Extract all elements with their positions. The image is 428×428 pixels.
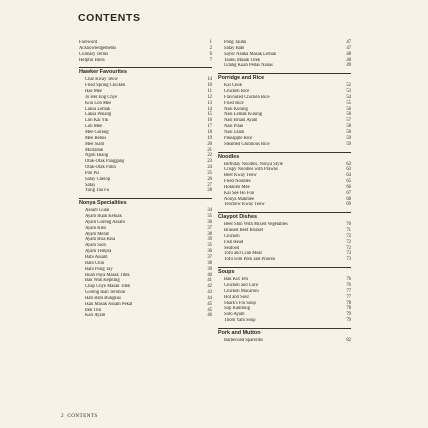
toc-entry-page: 54 xyxy=(346,94,351,100)
toc-entry-page: 79 xyxy=(346,312,351,318)
toc-entry-title: Braised Beef Brisket xyxy=(224,228,264,234)
toc-entry-page: 42 xyxy=(207,284,212,290)
toc-entry xyxy=(218,142,351,148)
toc-entry-title: Chap Chye Masak Titek xyxy=(85,284,131,290)
toc-entry-title: Mee Rebus xyxy=(85,135,107,141)
toc-entry-title: Soto Ayam xyxy=(224,312,245,318)
toc-entry-page: 7 xyxy=(209,57,212,63)
toc-entry-page: 11 xyxy=(207,89,212,95)
toc-entry-page: 78 xyxy=(346,306,351,312)
section-heading: Claypot Dishes xyxy=(218,214,257,221)
toc-entry-title: Goreng Ikan Terubok xyxy=(85,290,126,296)
toc-entry-title: Hot and Sour xyxy=(224,294,249,300)
toc-entry-page: 38 xyxy=(207,260,212,266)
toc-entry-title: Babi Chin xyxy=(85,260,105,266)
toc-entry-title: Beef Kway Teow xyxy=(224,173,257,179)
toc-entry-title: Thom Yam Soup xyxy=(224,318,256,324)
toc-entry xyxy=(218,202,351,208)
toc-entry-title: Nasi Kuning xyxy=(224,106,248,112)
toc-entry-page: 56 xyxy=(346,106,351,112)
footer-page-number: 2 xyxy=(61,413,64,419)
toc-entry-title: Sayor Nanka Masak Lemak xyxy=(224,51,277,57)
toc-entry-title: Sop Kambing xyxy=(224,306,250,312)
section-divider xyxy=(79,198,212,199)
toc-entry-page: 41 xyxy=(207,278,212,284)
toc-entry xyxy=(79,313,212,319)
toc-entry-title: Babi Assam xyxy=(85,255,108,260)
toc-entry-page: 68 xyxy=(346,196,351,202)
section-divider xyxy=(218,73,351,74)
toc-entry-page: 64 xyxy=(346,173,351,179)
toc-entry-title: Yong Tau Fu xyxy=(85,188,110,194)
toc-entry-title: Tauhu Masak Titek xyxy=(224,57,261,63)
toc-entry-title: Satay Chelop xyxy=(85,176,111,182)
toc-entry-page: 76 xyxy=(346,277,351,283)
toc-entry-title: Chicken and Corn xyxy=(224,283,259,288)
toc-entry-page: 44 xyxy=(207,295,212,301)
section-heading: Nonya Specialities xyxy=(79,200,127,207)
toc-entry-title: Birthday Noodles, Nonya Style xyxy=(224,161,283,167)
section-divider xyxy=(79,67,212,68)
footer-label: CONTENTS xyxy=(67,413,98,419)
toc-entry-page: 49 xyxy=(346,63,351,69)
toc-entry-title: Satay Babi xyxy=(224,45,245,51)
toc-entry-title: Udang Kuah Pedas Nanas xyxy=(224,63,273,69)
toc-entry-page: 70 xyxy=(346,222,351,228)
toc-left-column xyxy=(79,40,212,319)
toc-entry-title: Ayam Risa Risa xyxy=(85,237,116,243)
toc-entry-page: 59 xyxy=(346,141,351,147)
toc-entry-page: 76 xyxy=(346,283,351,288)
toc-entry-title: Hokkien Mee xyxy=(224,184,250,190)
toc-entry-page: 15 xyxy=(207,112,212,118)
toc-entry-page: 82 xyxy=(346,337,351,343)
toc-entry-title: Fried Spring Chicken xyxy=(85,83,126,89)
toc-entry-page: 6 xyxy=(209,51,212,57)
toc-entry-title: Bak Wan Kepiting xyxy=(85,278,120,284)
toc-entry-title: Buah Paya Masak Titek xyxy=(85,272,130,278)
toc-entry-title: Steamed Glutinous Rice xyxy=(224,141,270,147)
toc-entry-page: 43 xyxy=(207,290,212,296)
toc-entry-page: 73 xyxy=(346,257,351,263)
section-heading: Hawker Favourites xyxy=(79,69,127,76)
toc-entry-page: 18 xyxy=(207,129,212,135)
toc-entry-page: 12 xyxy=(207,94,212,100)
toc-entry xyxy=(79,58,212,64)
toc-entry-title: Bak Kut Teh xyxy=(224,277,248,283)
toc-entry-page: 53 xyxy=(346,89,351,95)
toc-entry-page: 67 xyxy=(346,190,351,196)
toc-entry-page: 79 xyxy=(346,318,351,324)
toc-entry-title: Laksa Lemak xyxy=(85,106,111,112)
toc-entry-title: Chicken Rice xyxy=(224,89,250,95)
toc-entry-page: 27 xyxy=(207,182,212,188)
toc-entry-title: Mee Goreng xyxy=(85,129,109,135)
toc-entry-page: 72 xyxy=(346,239,351,245)
toc-entry-page: 58 xyxy=(346,129,351,135)
page-title: CONTENTS xyxy=(78,12,141,24)
toc-entry-title: Helpful Hints xyxy=(79,57,105,63)
toc-entry-page: 59 xyxy=(346,135,351,141)
toc-entry-title: Crispy Noodles with Prawns xyxy=(224,167,278,173)
toc-entry-title: Nasi Briani Ayam xyxy=(224,118,258,124)
toc-entry-title: Pineapple Rice xyxy=(224,135,253,141)
toc-entry-title: Barbecued Spareribs xyxy=(224,337,263,343)
toc-entry-page: 63 xyxy=(346,167,351,173)
toc-entry-title: Chicken xyxy=(224,233,240,239)
section-divider xyxy=(218,328,351,329)
toc-entry-title: Kon Loh Mee xyxy=(85,100,112,106)
section-heading: Soups xyxy=(218,269,235,276)
toc-entry-page: 35 xyxy=(207,243,212,249)
toc-entry-page: 65 xyxy=(346,179,351,185)
toc-entry-title: Murtabak xyxy=(85,147,104,153)
toc-entry-page: 72 xyxy=(346,245,351,251)
toc-entry-title: Itek Tim xyxy=(85,307,102,313)
section-divider xyxy=(218,152,351,153)
toc-entry-title: Nasi Ulam xyxy=(224,129,245,135)
toc-entry-page: 2 xyxy=(209,45,212,51)
toc-entry-page: 40 xyxy=(207,272,212,278)
toc-entry-page: 77 xyxy=(346,288,351,294)
toc-entry-page: 24 xyxy=(207,165,212,171)
right-sections xyxy=(218,73,351,344)
toc-entry-page: 47 xyxy=(346,40,351,45)
toc-entry-title: Ju Her Eng Chye xyxy=(85,94,118,100)
toc-entry-page: 14 xyxy=(207,77,212,83)
toc-entry-title: Chicken Macaroni xyxy=(224,288,259,294)
toc-entry-page: 23 xyxy=(207,159,212,165)
toc-entry-title: Ayam Merah xyxy=(85,231,110,237)
toc-entry xyxy=(218,338,351,344)
continued-list xyxy=(218,40,351,69)
toc-entry-title: Ikan Masak Assam Pekat xyxy=(85,301,133,307)
front-matter-list xyxy=(79,40,212,63)
toc-entry-page: 48 xyxy=(346,51,351,57)
toc-entry-page: 46 xyxy=(207,313,212,319)
toc-entry-page: 16 xyxy=(207,118,212,124)
toc-entry-page: 58 xyxy=(346,124,351,130)
toc-entry-title: Loh Mee xyxy=(85,124,103,130)
toc-entry-page: 45 xyxy=(207,301,212,307)
toc-entry-title: Otak-Otak Putih xyxy=(85,165,116,171)
toc-entry xyxy=(79,188,212,194)
toc-entry-page: 36 xyxy=(207,219,212,225)
toc-entry-title: Nasi Pilau xyxy=(224,124,244,130)
toc-entry-title: Shark's Fin Soup xyxy=(224,300,256,306)
toc-entry-page: 25 xyxy=(207,170,212,176)
toc-entry-page: 35 xyxy=(207,214,212,220)
toc-entry-title: Foreword xyxy=(79,40,98,45)
toc-entry-page: 10 xyxy=(207,83,212,89)
toc-entry-title: Ngoh Hiang xyxy=(85,153,109,159)
toc-entry-page: 72 xyxy=(346,233,351,239)
section-heading: Pork and Mutton xyxy=(218,329,261,336)
toc-entry-page: 66 xyxy=(346,184,351,190)
toc-entry-title: Fish Head xyxy=(224,239,244,245)
toc-entry-title: Fried Rice xyxy=(224,100,244,106)
toc-entry-page: 21 xyxy=(207,147,212,153)
toc-entry-page: 13 xyxy=(207,100,212,106)
toc-entry-title: Mee Siam xyxy=(85,141,105,147)
toc-entry-title: Nasi Lemak Kuning xyxy=(224,112,263,118)
toc-entry-title: Ayam Tempra xyxy=(85,249,112,255)
section-heading: Porridge and Rice xyxy=(218,75,265,82)
toc-entry-page: 39 xyxy=(207,237,212,243)
toc-entry-page: 55 xyxy=(346,100,351,106)
toc-entry-title: Flavoured Chicken Rice xyxy=(224,94,270,100)
toc-entry-page: 73 xyxy=(346,251,351,257)
toc-entry-page: 48 xyxy=(346,57,351,63)
toc-entry-page: 38 xyxy=(207,231,212,237)
toc-entry-page: 37 xyxy=(207,255,212,260)
toc-entry-title: Hae Mee xyxy=(85,89,103,95)
toc-entry xyxy=(218,63,351,69)
section-heading: Noodles xyxy=(218,153,240,160)
toc-entry-page: 20 xyxy=(207,141,212,147)
toc-entry-title: Tofu and Crab Meat xyxy=(224,251,262,257)
toc-entry-title: Loh Kai Yik xyxy=(85,118,109,124)
toc-entry-page: 71 xyxy=(346,228,351,234)
toc-entry-title: Seafood xyxy=(224,245,240,251)
toc-entry-title: Otak-Otak Panggang xyxy=(85,159,125,165)
toc-entry-page: 57 xyxy=(346,118,351,124)
toc-entry-page: 78 xyxy=(346,300,351,306)
toc-entry-title: Ayam Buah Keluak xyxy=(85,214,122,220)
toc-entry-page: 26 xyxy=(207,176,212,182)
toc-entry-title: Tofu with Pork and Prawns xyxy=(224,257,276,263)
toc-entry-title: Pong Tauhu xyxy=(224,40,247,45)
toc-entry-title: Ayam Kleo xyxy=(85,225,107,231)
toc-entry-page: 19 xyxy=(207,135,212,141)
toc-entry-page: 69 xyxy=(346,202,351,208)
toc-entry-page: 34 xyxy=(207,208,212,214)
toc-entry-page: 39 xyxy=(207,266,212,272)
toc-entry-title: Laksa Penang xyxy=(85,112,112,118)
toc-entry-title: Assam Gulai xyxy=(85,208,110,214)
toc-entry-title: Teochew Kway Teow xyxy=(224,202,265,208)
toc-right-column xyxy=(218,40,351,344)
toc-entry-title: Kai See Ho Fun xyxy=(224,190,255,196)
toc-entry-page: 1 xyxy=(209,40,212,45)
toc-entry-title: Ayam Goreng Assam xyxy=(85,219,125,225)
toc-entry xyxy=(218,318,351,324)
toc-entry-page: 17 xyxy=(207,124,212,130)
toc-entry-title: Kari Ayam xyxy=(85,313,106,319)
toc-entry-page: 28 xyxy=(207,188,212,194)
toc-entry-title: Culinary Terms xyxy=(79,51,109,57)
toc-entry-title: Fried Noodles xyxy=(224,179,251,185)
page-footer xyxy=(61,413,98,419)
toc-entry-title: Acknowledgements xyxy=(79,45,117,51)
section-divider xyxy=(218,212,351,213)
toc-entry-page: 37 xyxy=(207,225,212,231)
toc-entry-title: Beef Shin With Mixed Vegetables xyxy=(224,222,288,228)
toc-entry-title: Kai Chok xyxy=(224,83,243,89)
toc-entry-title: Ayam Sioh xyxy=(85,243,106,249)
toc-entry-title: Babi Pong Tay xyxy=(85,266,113,272)
toc-entry-page: 62 xyxy=(346,161,351,167)
toc-entry-title: Nonya Mahmee xyxy=(224,196,255,202)
toc-entry-title: Satay xyxy=(85,182,96,188)
toc-entry-page: 14 xyxy=(207,106,212,112)
toc-entry-page: 56 xyxy=(346,112,351,118)
toc-entry-page: 47 xyxy=(346,45,351,51)
toc-entry-title: Hati Babi Bungkus xyxy=(85,295,121,301)
toc-entry-page: 36 xyxy=(207,249,212,255)
toc-entry-title: Poh Pia xyxy=(85,170,100,176)
toc-entry-page: 45 xyxy=(207,307,212,313)
toc-entry-page: 77 xyxy=(346,294,351,300)
toc-entry-title: Char Kway Teow xyxy=(85,77,118,83)
toc-entry-page: 52 xyxy=(346,83,351,89)
toc-entry xyxy=(218,257,351,263)
toc-entry-page: 22 xyxy=(207,153,212,159)
left-sections xyxy=(79,67,212,319)
section-divider xyxy=(218,267,351,268)
